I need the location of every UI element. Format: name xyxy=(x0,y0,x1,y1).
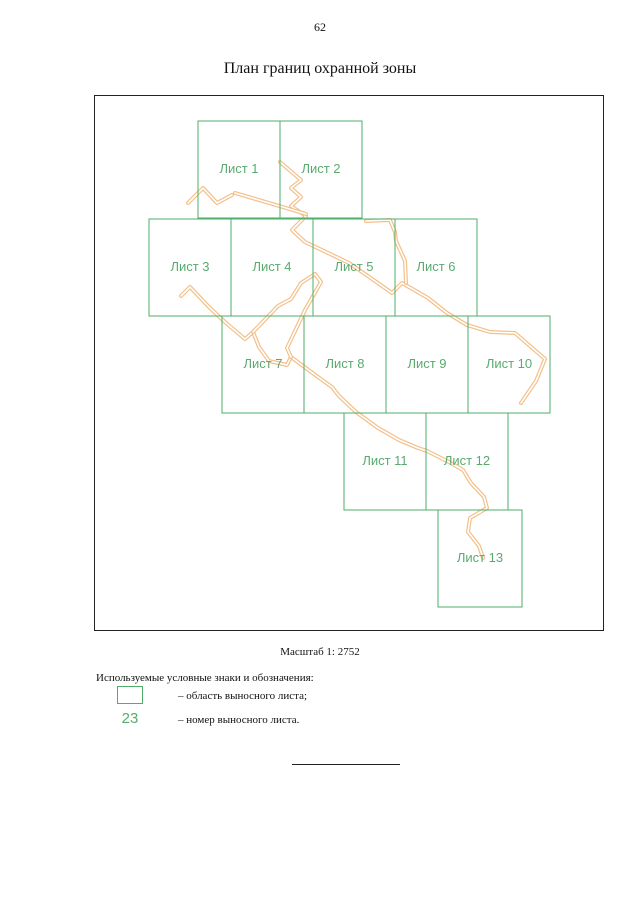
map-frame xyxy=(94,95,604,631)
sheet-label: Лист 13 xyxy=(456,549,504,565)
sheet-label: Лист 4 xyxy=(252,258,292,274)
sheet-12 xyxy=(426,413,508,510)
legend-number-symbol: 23 xyxy=(121,710,139,727)
sheet-label: Лист 8 xyxy=(325,355,365,371)
sheet-label: Лист 10 xyxy=(485,355,533,371)
page-number: 62 xyxy=(314,20,326,34)
legend-number-text: – номер выносного листа. xyxy=(178,714,300,726)
sheet-3 xyxy=(149,219,231,316)
sheet-13 xyxy=(438,510,522,607)
sheet-8 xyxy=(304,316,386,413)
signature-line xyxy=(292,764,400,765)
sheet-label: Лист 7 xyxy=(243,355,283,371)
map-drawing xyxy=(95,96,605,632)
sheet-label: Лист 5 xyxy=(334,258,374,274)
sheet-label: Лист 6 xyxy=(416,258,456,274)
sheet-11 xyxy=(344,413,426,510)
sheet-5 xyxy=(313,219,395,316)
sheet-6 xyxy=(395,219,477,316)
page-title: План границ охранной зоны xyxy=(223,60,417,77)
sheet-4 xyxy=(231,219,313,316)
sheet-label: Лист 3 xyxy=(170,258,210,274)
legend-area-text: – область выносного листа; xyxy=(178,690,308,702)
sheet-9 xyxy=(386,316,468,413)
legend-title: Используемые условные знаки и обозначения: xyxy=(96,672,314,684)
legend-area-symbol xyxy=(117,686,143,704)
sheet-label: Лист 11 xyxy=(362,452,408,468)
sheet-label: Лист 2 xyxy=(301,160,341,176)
sheet-label: Лист 1 xyxy=(219,160,259,176)
scale-text: Масштаб 1: 2752 xyxy=(280,646,360,658)
sheet-label: Лист 9 xyxy=(407,355,447,371)
sheet-label: Лист 12 xyxy=(443,452,491,468)
